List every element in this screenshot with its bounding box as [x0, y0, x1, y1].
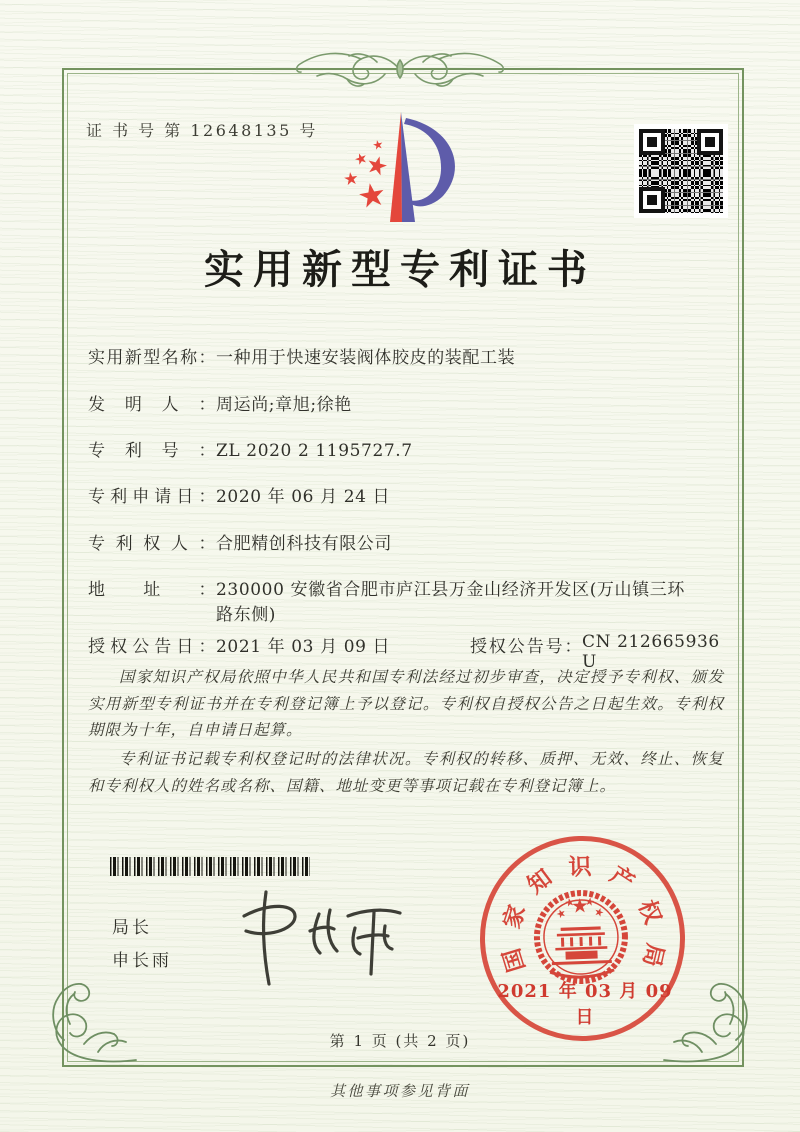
- field-row-patent-number: [88, 439, 688, 464]
- seal-char: 国: [497, 944, 530, 975]
- signatory-block: [112, 912, 172, 978]
- seal-date: 2021 年 03 月 09 日: [497, 981, 673, 1028]
- certificate-number: 证 书 号 第 12648135 号: [86, 121, 318, 140]
- seal-char: 识: [568, 852, 592, 881]
- bottom-left-corner-flourish: [40, 974, 140, 1066]
- body-paragraph-1: 国家知识产权局依照中华人民共和国专利法经过初步审查，决定授予专利权、颁发实用新型专利证书并在专利登记簿上予以登记。专利权自授权公告之日起生效。专利权期限为十年，自申请日起算。: [88, 668, 724, 740]
- seal-char: 权: [632, 895, 667, 928]
- field-value: 230000 安徽省合肥市庐江县万金山经济开发区(万山镇三环路东侧): [216, 580, 685, 625]
- signatory-title: 局长: [112, 918, 152, 938]
- field-value: ZL 2020 2 1195727.7: [216, 441, 413, 461]
- field-label: 专利权人：: [88, 534, 216, 554]
- field-value: 2020 年 06 月 24 日: [216, 487, 391, 507]
- signature-handwriting: [222, 886, 412, 990]
- grant-date-value: 2021 年 03 月 09 日: [216, 637, 391, 657]
- field-label: 实用新型名称：: [88, 348, 216, 368]
- field-label: 发明人：: [88, 395, 216, 415]
- qr-finder-top-right: [697, 129, 723, 155]
- seal-char: 产: [604, 860, 639, 896]
- field-row-filing-date: [88, 485, 688, 510]
- grant-announcement-row: [88, 632, 728, 672]
- certificate-title: 实用新型专利证书: [204, 246, 596, 293]
- cnipa-logo: [328, 108, 478, 238]
- field-row-utility-model-name: [88, 346, 688, 371]
- field-value: 一种用于快速安装阀体胶皮的装配工装: [216, 348, 516, 368]
- field-label: 地址：: [88, 580, 216, 600]
- qr-code-modules: [639, 129, 723, 213]
- seal-char: 局: [636, 940, 669, 969]
- grant-number-label: 授权公告号：: [470, 637, 582, 657]
- seal-char: 家: [497, 901, 531, 932]
- qr-finder-top-left: [639, 129, 665, 155]
- qr-code: [634, 124, 728, 218]
- national-emblem-icon: [529, 877, 633, 990]
- field-row-address: [88, 578, 688, 627]
- field-label: 专利号：: [88, 441, 216, 461]
- top-center-flourish-ornament: [293, 46, 507, 94]
- back-side-note: 其他事项参见背面: [329, 1082, 470, 1100]
- field-label: 专利申请日：: [88, 487, 216, 507]
- field-value: 合肥精创科技有限公司: [216, 534, 392, 554]
- field-row-inventors: [88, 393, 688, 418]
- field-row-patentee: [88, 532, 688, 557]
- grant-date-label: 授权公告日：: [88, 637, 216, 657]
- barcode: [110, 857, 310, 876]
- qr-finder-bottom-left: [639, 187, 665, 213]
- signatory-name: 申长雨: [112, 951, 172, 972]
- body-paragraph-2: 专利证书记载专利权登记时的法律状况。专利权的转移、质押、无效、终止、恢复和专利权人的姓名或名称、国籍、地址变更等事项记载在专利登记簿上。: [88, 749, 724, 795]
- page-number: 第 1 页 (共 2 页): [329, 1032, 471, 1050]
- legal-body-text: [88, 664, 724, 801]
- seal-char: 知: [521, 863, 557, 899]
- grant-number-value: CN 212665936 U: [582, 632, 720, 672]
- field-value: 周运尚;章旭;徐艳: [216, 395, 352, 415]
